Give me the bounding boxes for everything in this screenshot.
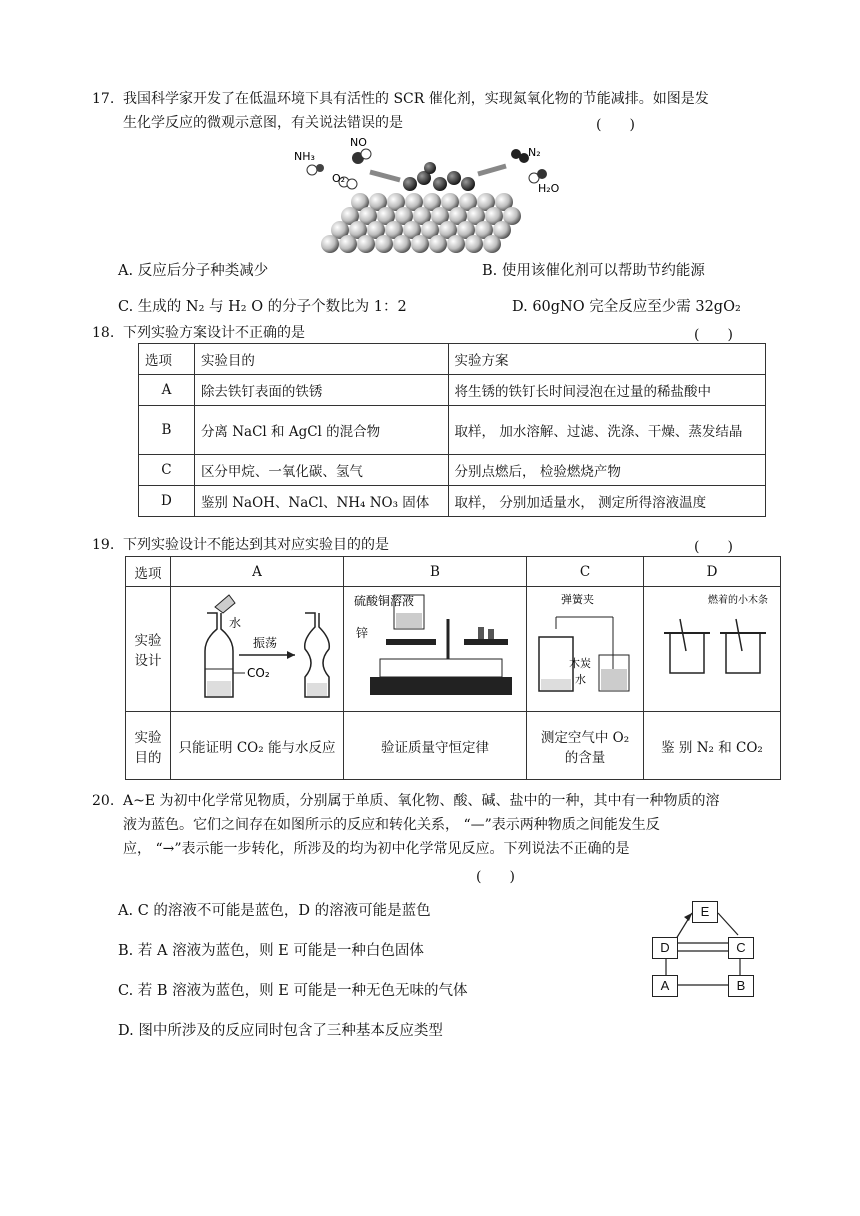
label-cuso4: 硫酸铜溶液	[354, 594, 415, 608]
balance-figure	[350, 589, 520, 705]
label-shake: 振荡	[253, 636, 278, 650]
q17-catalyst-figure	[290, 132, 580, 257]
header-d: D	[644, 557, 781, 587]
q19-number: 19.	[92, 537, 115, 553]
goal-a: 只能证明 CO₂ 能与水反应	[171, 712, 344, 780]
q18-table	[138, 343, 766, 517]
label-n2: N₂	[528, 146, 541, 159]
label-clip: 弹簧夹	[561, 593, 594, 606]
label-h2o: H₂O	[538, 182, 560, 195]
header-plan: 实验方案	[448, 344, 765, 375]
row-option: D	[139, 486, 195, 517]
header-goal: 实验目的	[194, 344, 448, 375]
bottle-shake-figure	[177, 589, 337, 705]
design-b-cell	[344, 587, 527, 712]
node-a: A	[652, 975, 678, 997]
air-oxygen-figure	[533, 589, 637, 705]
q17-option-c[interactable]: C. 生成的 N₂ 与 H₂ O 的分子个数比为 1：2	[118, 299, 407, 315]
label-zn: 锌	[356, 626, 369, 640]
row-goal: 分离 NaCl 和 AgCl 的混合物	[194, 406, 448, 455]
q19-answer-blank: ( )	[694, 539, 733, 555]
label-o2: O₂	[332, 172, 346, 185]
header-c: C	[527, 557, 644, 587]
table-header-row	[126, 557, 781, 587]
q20-stem-line2: 液为蓝色。它们之间存在如图所示的反应和转化关系， “—”表示两种物质之间能发生反	[123, 817, 660, 833]
q17-stem-line1: 我国科学家开发了在低温环境下具有活性的 SCR 催化剂，实现氮氧化物的节能减排。如图是发	[123, 91, 709, 107]
node-e: E	[692, 901, 718, 923]
q19-stem: 下列实验设计不能达到其对应实验目的的是	[123, 537, 389, 553]
label-no: NO	[350, 136, 367, 149]
row-label-goal: 实验目的	[126, 712, 171, 780]
q17-number: 17.	[92, 91, 115, 107]
table-row	[139, 375, 766, 406]
q17-stem-line2: 生化学反应的微观示意图，有关说法错误的是	[123, 115, 403, 131]
q17-option-a[interactable]: A. 反应后分子种类减少	[118, 263, 269, 279]
row-option: B	[139, 406, 195, 455]
label-carbon: 木炭	[569, 657, 591, 670]
table-row	[139, 455, 766, 486]
label-nh3: NH₃	[294, 150, 315, 163]
header-option: 选项	[126, 557, 171, 587]
label-co2: CO₂	[247, 666, 270, 680]
q17-option-b[interactable]: B. 使用该催化剂可以帮助节约能源	[482, 263, 705, 279]
burning-stick-figure	[650, 589, 774, 705]
q18-number: 18.	[92, 325, 115, 341]
design-d-cell	[644, 587, 781, 712]
row-plan: 分别点燃后， 检验燃烧产物	[448, 455, 765, 486]
table-row	[139, 486, 766, 517]
adsorbed-molecules	[403, 162, 475, 191]
row-option: A	[139, 375, 195, 406]
catalyst-surface	[321, 193, 521, 253]
design-c-cell	[527, 587, 644, 712]
node-b: B	[728, 975, 754, 997]
q17-answer-blank: ( )	[596, 117, 635, 133]
row-goal: 区分甲烷、一氧化碳、氢气	[194, 455, 448, 486]
q20-answer-blank: ( )	[476, 869, 515, 885]
goal-d: 鉴 别 N₂ 和 CO₂	[644, 712, 781, 780]
row-plan: 取样， 分别加适量水， 测定所得溶液温度	[448, 486, 765, 517]
node-d: D	[652, 937, 678, 959]
header-a: A	[171, 557, 344, 587]
q20-option-c[interactable]: C. 若 B 溶液为蓝色，则 E 可能是一种无色无味的气体	[118, 983, 468, 999]
row-goal: 除去铁钉表面的铁锈	[194, 375, 448, 406]
header-option: 选项	[139, 344, 195, 375]
goal-c: 测定空气中 O₂ 的含量	[527, 712, 644, 780]
q20-option-d[interactable]: D. 图中所涉及的反应同时包含了三种基本反应类型	[118, 1023, 443, 1039]
q20-stem-line3: 应， “→”表示能一步转化，所涉及的均为初中化学常见反应。下列说法不正确的是	[123, 841, 630, 857]
q17-option-d[interactable]: D. 60gNO 完全反应至少需 32gO₂	[512, 299, 741, 315]
q18-answer-blank: ( )	[694, 327, 733, 343]
goal-b: 验证质量守恒定律	[344, 712, 527, 780]
q20-relation-diagram	[640, 895, 770, 1005]
row-goal: 鉴别 NaOH、NaCl、NH₄ NO₃ 固体	[194, 486, 448, 517]
arrow-in	[370, 172, 400, 180]
node-c: C	[728, 937, 754, 959]
table-row-design	[126, 587, 781, 712]
table-row	[139, 406, 766, 455]
q20-number: 20.	[92, 793, 115, 809]
row-label-design: 实验设计	[126, 587, 171, 712]
label-stick: 燃着的小木条	[708, 595, 768, 606]
label-water: 水	[229, 616, 242, 630]
row-plan: 取样， 加水溶解、过滤、洗涤、干燥、蒸发结晶	[448, 406, 765, 455]
q20-option-b[interactable]: B. 若 A 溶液为蓝色，则 E 可能是一种白色固体	[118, 943, 424, 959]
table-header-row	[139, 344, 766, 375]
row-option: C	[139, 455, 195, 486]
design-a-cell	[171, 587, 344, 712]
label-c-water: 水	[575, 673, 586, 686]
q18-stem: 下列实验方案设计不正确的是	[123, 325, 305, 341]
q20-stem-line1: A~E 为初中化学常见物质，分别属于单质、氧化物、酸、碱、盐中的一种，其中有一种物质的溶	[123, 793, 720, 809]
table-row-goal	[126, 712, 781, 780]
header-b: B	[344, 557, 527, 587]
arrow-out	[478, 166, 506, 174]
row-plan: 将生锈的铁钉长时间浸泡在过量的稀盐酸中	[448, 375, 765, 406]
q19-table	[125, 556, 781, 780]
q20-option-a[interactable]: A. C 的溶液不可能是蓝色，D 的溶液可能是蓝色	[118, 903, 431, 919]
